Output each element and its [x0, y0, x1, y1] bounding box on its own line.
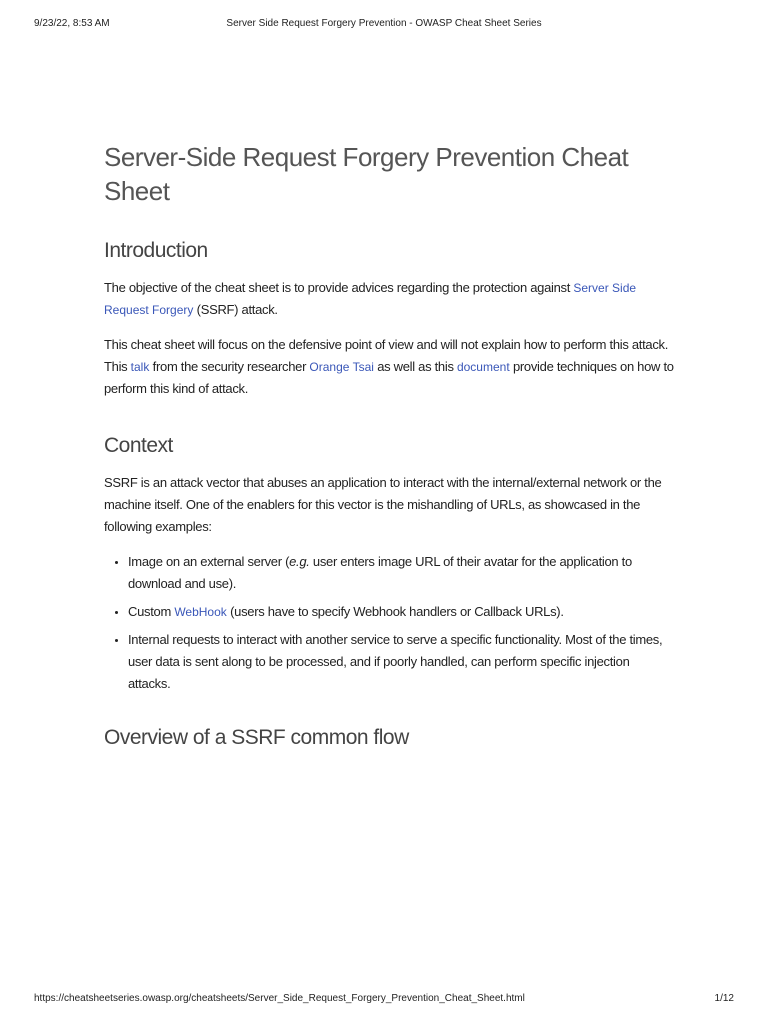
text-run: from the security researcher [149, 359, 310, 374]
print-document-title: Server Side Request Forgery Prevention - OWASP Cheat Sheet Series [226, 18, 542, 29]
print-footer [34, 993, 734, 1007]
examples-list [104, 551, 674, 695]
section-heading-introduction: Introduction [104, 239, 208, 262]
intro-paragraph-1 [104, 277, 674, 321]
text-run: Image on an external server ( [128, 554, 290, 569]
article [104, 140, 674, 764]
list-item: • Internal requests to interact with another service to serve a specific functionality. Most of the times, user data is sent along to be processed, and if poorly handled, can perform specific injection attacks. [128, 629, 674, 695]
print-header [34, 18, 734, 32]
text-run: (users have to specify Webhook handlers or Callback URLs). [226, 604, 564, 619]
link-orange-tsai[interactable]: Orange Tsai [309, 360, 374, 374]
text-run: Custom [128, 604, 175, 619]
text-run: user enters image URL of their avatar for the application to download and use). [128, 554, 632, 591]
link-webhook[interactable]: WebHook [174, 605, 227, 619]
link-server-side-request-forgery[interactable]: Server Side Request Forgery [104, 281, 637, 317]
list-item [128, 601, 674, 623]
text-run: The objective of the cheat sheet is to provide advices regarding the protection against [104, 280, 574, 295]
section-heading-overview: Overview of a SSRF common flow [104, 726, 409, 749]
context-paragraph: SSRF is an attack vector that abuses an application to interact with the internal/external network or the machine itself. One of the enablers for this vector is the mishandling of URLs, as showcased in the following examples: [104, 475, 662, 534]
link-document[interactable]: document [456, 360, 510, 374]
link-talk[interactable]: talk [130, 360, 150, 374]
page-title: Server-Side Request Forgery Prevention Cheat Sheet [104, 142, 629, 206]
print-date: 9/23/22, 8:53 AM [34, 18, 110, 29]
print-url: https://cheatsheetseries.owasp.org/cheatsheets/Server_Side_Request_Forgery_Prevention_Cheat_Sheet.html [34, 993, 525, 1004]
page-number: 1/12 [714, 993, 734, 1004]
list-item [128, 551, 674, 595]
text-run-italic: e.g. [289, 554, 310, 569]
section-heading-context: Context [104, 434, 173, 457]
text-run: provide techniques on how to perform this kind of attack. [104, 359, 674, 396]
text-run: (SSRF) attack. [193, 302, 278, 317]
text-run: as well as this [373, 359, 457, 374]
intro-paragraph-2 [104, 334, 674, 400]
text-run: This cheat sheet will focus on the defensive point of view and will not explain how to perform this attack. This [104, 337, 669, 374]
